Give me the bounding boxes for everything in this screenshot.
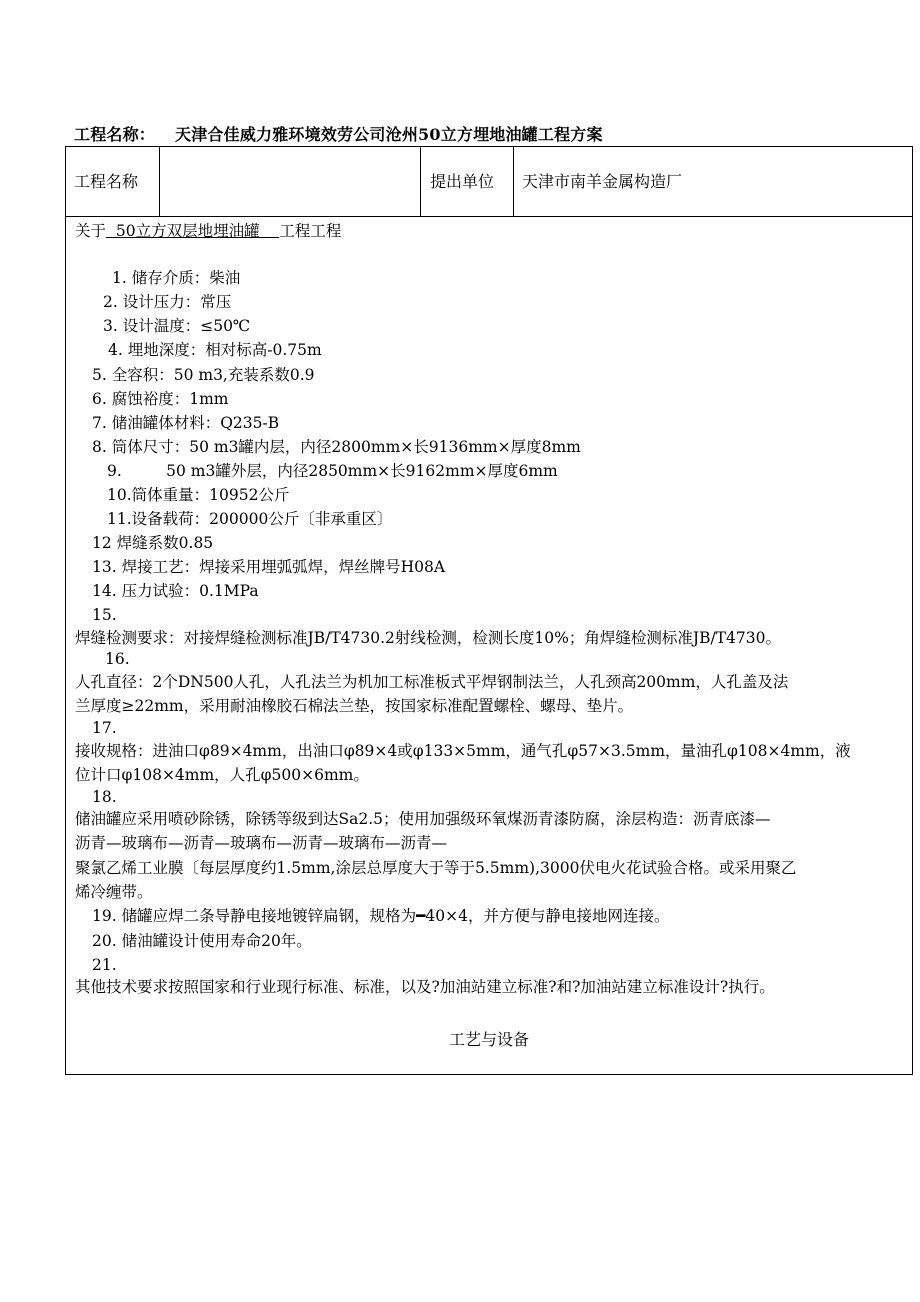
document-title-label: 工程名称： — [74, 125, 156, 144]
submitter-label: 提出单位 — [421, 147, 514, 216]
spec-line-18-text-d: 烯冷缠带。 — [75, 883, 153, 901]
spec-line-21-num: 21. — [92, 956, 117, 974]
intro-suffix: 工程工程 — [279, 222, 342, 240]
spec-line-15-num: 15. — [92, 606, 117, 624]
intro-subject: 50立方双层地埋油罐 — [106, 222, 280, 240]
spec-line-2: 2. 设计压力：常压 — [103, 293, 232, 311]
spec-line-20: 20. 储油罐设计使用寿命20年。 — [92, 932, 312, 950]
intro-prefix: 关于 — [75, 222, 107, 240]
spec-line-12: 12 焊缝系数0.85 — [92, 534, 214, 552]
spec-line-21-text: 其他技术要求按照国家和行业现行标准、标准，以及?加油站建立标准?和?加油站建立标准设计?执行。 — [75, 978, 775, 996]
spec-line-18-num: 18. — [92, 788, 117, 806]
project-name-value — [160, 147, 421, 216]
spec-line-11: 11.设备载荷：200000公斤〔非承重区〕 — [107, 510, 393, 528]
project-name-label: 工程名称 — [66, 147, 160, 216]
submitter-value: 天津市南羊金属构造厂 — [522, 172, 683, 191]
spec-line-4: 4. 埋地深度：相对标高-0.75m — [108, 341, 322, 359]
spec-line-18-text-a: 储油罐应采用喷砂除锈，除锈等级到达Sa2.5；使用加强级环氧煤沥青漆防腐，涂层构造：沥青底漆— — [75, 810, 771, 828]
project-form-table — [65, 146, 913, 1075]
section-label-process-equipment: 工艺与设备 — [448, 1030, 529, 1049]
spec-line-6: 6. 腐蚀裕度：1mm — [92, 390, 229, 408]
spec-line-3: 3. 设计温度：≤50℃ — [103, 317, 251, 335]
spec-line-13: 13. 焊接工艺：焊接采用埋弧弧焊，焊丝牌号H08A — [92, 558, 446, 576]
spec-line-16-text-a: 人孔直径：2个DN500人孔，人孔法兰为机加工标准板式平焊钢制法兰，人孔颈高200mm，人孔盖及法 — [75, 673, 789, 691]
spec-line-10: 10.筒体重量：10952公斤 — [107, 486, 290, 504]
spec-line-16-num: 16. — [105, 650, 130, 668]
spec-line-1: 1. 储存介质：柴油 — [112, 269, 241, 287]
document-title — [74, 122, 603, 145]
spec-line-17-num: 17. — [92, 719, 117, 737]
document-title-value: 天津合佳威力雅环境效劳公司沧州50立方埋地油罐工程方案 — [175, 125, 603, 144]
spec-line-15-text: 焊缝检测要求：对接焊缝检测标准JB/T4730.2射线检测，检测长度10%；角焊缝检测标准JB/T4730。 — [75, 629, 781, 647]
spec-line-17-text-b: 位计口φ108×4mm，人孔φ500×6mm。 — [75, 766, 369, 784]
spec-line-19: 19. 储罐应焊二条导静电接地镀锌扁钢，规格为━40×4，并方便与静电接地网连接。 — [92, 907, 670, 925]
spec-line-7: 7. 储油罐体材料：Q235-B — [92, 414, 280, 432]
header-row — [66, 147, 912, 217]
spec-line-16-text-b: 兰厚度≥22mm，采用耐油橡胶石棉法兰垫，按国家标准配置螺栓、螺母、垫片。 — [75, 697, 634, 715]
spec-line-14: 14. 压力试验：0.1MPa — [92, 582, 259, 600]
intro-line — [75, 221, 341, 241]
spec-line-8: 8. 筒体尺寸：50 m3罐内层，内径2800mm×长9136mm×厚度8mm — [92, 438, 581, 456]
spec-line-5: 5. 全容积：50 m3,充装系数0.9 — [92, 366, 315, 384]
spec-line-18-text-c: 聚氯乙烯工业膜〔每层厚度约1.5mm,涂层总厚度大于等于5.5mm),3000伏电火花试验合格。或采用聚乙 — [75, 859, 797, 877]
spec-line-18-text-b: 沥青—玻璃布—沥青—玻璃布—沥青—玻璃布—沥青— — [75, 834, 448, 852]
spec-line-9: 9. 50 m3罐外层，内径2850mm×长9162mm×厚度6mm — [107, 462, 558, 480]
spec-line-17-text-a: 接收规格：进油口φ89×4mm，出油口φ89×4或φ133×5mm，通气孔φ57×3.5mm，量油孔φ108×4mm，液 — [75, 742, 851, 760]
